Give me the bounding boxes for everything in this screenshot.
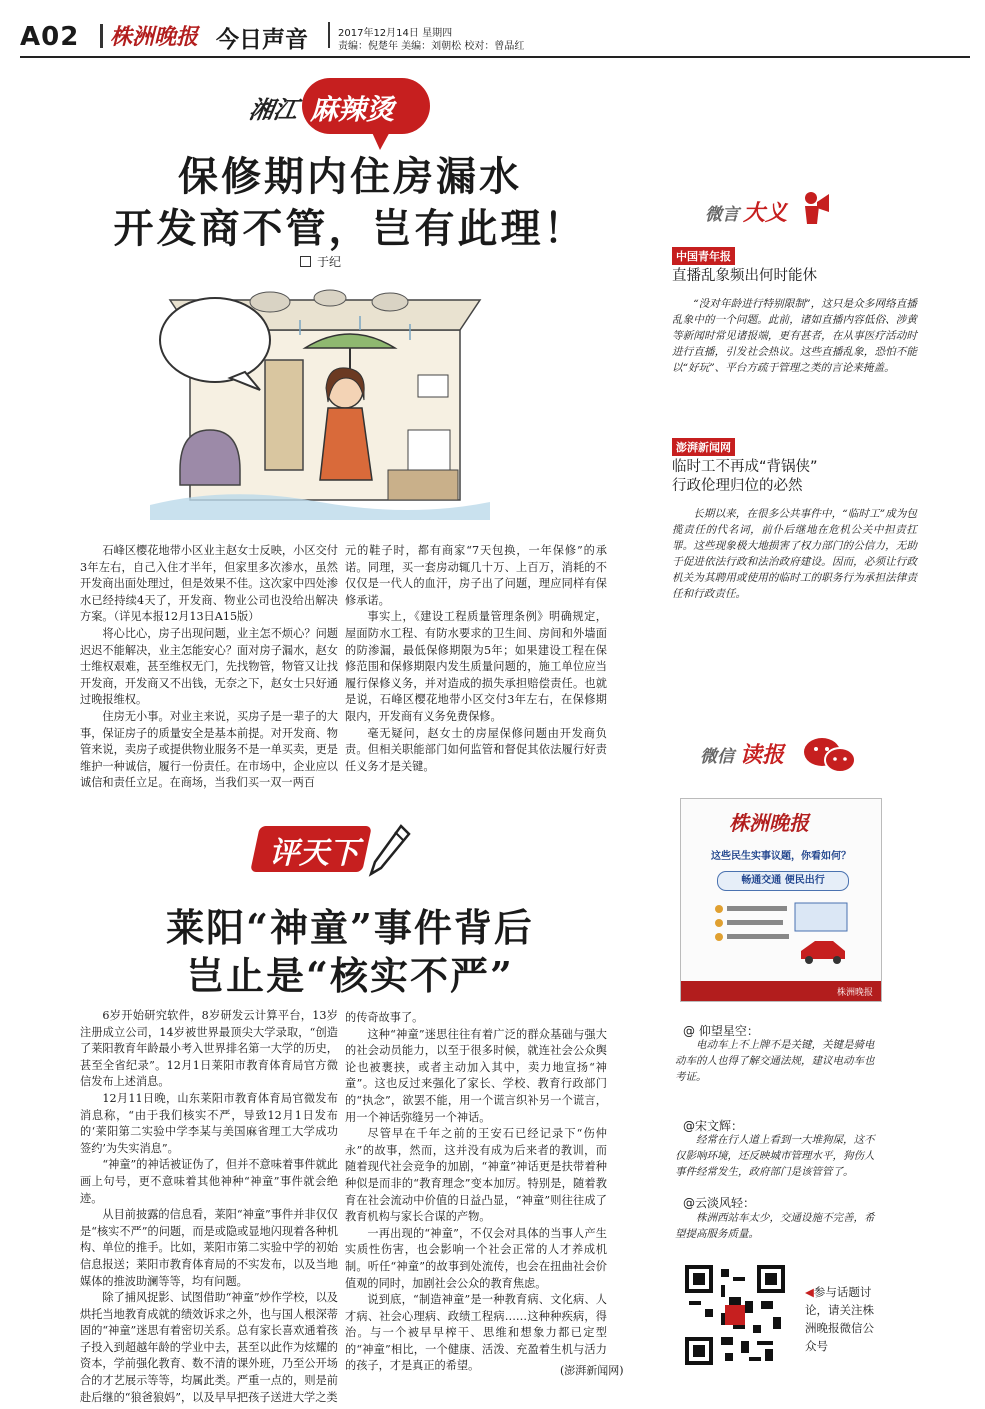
article1-column1 <box>80 543 338 792</box>
header-rule <box>20 56 970 58</box>
sidebar-paragraph: 长期以来，在很多公共事件中，“临时工”成为包揽责任的代名词，前仆后继地在危机公关中担责扛罪。这些现象极大地损害了权力部门的公信力，无助于促进依法行政和法治政府建设。因而，必须让行政机关为其聘用或使用的临时工的职务行为承担法律责任和行政责任。 <box>672 508 917 600</box>
article2-paragraph: 一再出现的“神童”，不仅会对具体的当事人产生实质性伤害，也会影响一个社会正常的人才养成机制。听任“神童”的故事到处流传，也会在扭曲社会价值观的同时，加剧社会公众的教育焦虑。 <box>345 1226 607 1290</box>
qr-caption-text: 参与话题讨论，请关注株洲晚报微信公众号 <box>805 1285 874 1353</box>
comment-text: 经常在行人道上看到一大堆狗屎，这不仅影响环境，还反映城市管理水平，狗伤人事件经常发生，政府部门是该管管了。 <box>675 1134 875 1178</box>
byline-square-icon <box>300 256 311 267</box>
screenshot-question: 这些民生实事议题，你看如何？ <box>711 851 851 862</box>
article1-column2 <box>345 543 607 775</box>
qr-caption <box>805 1283 885 1355</box>
wechat-screenshot <box>680 798 882 1002</box>
column-logo-main: 大义 <box>743 201 788 226</box>
sidebar-paragraph: “没对年龄进行特别限制”，这只是众多网络直播乱象中的一个问题。此前，诸如直播内容低俗、涉黄等新闻时常见诸报端，更有甚者，在从事医疗活动时进行直播，引发社会热议。这些直播乱象，恐怕不能以“好玩”、平台方疏于管理之类的言论来掩盖。 <box>672 298 917 374</box>
column-logo-prefix: 微信 <box>700 747 734 767</box>
article1-paragraph: 事实上，《建设工程质量管理条例》明确规定，屋面防水工程、有防水要求的卫生间、房间和外墙面的防渗漏，最低保修期限为5年；如果建设工程在保修范围和保修期限内发生质量问题的，施工单位应当履行保修义务，并对造成的损失承担赔偿责任。也就是说，石峰区樱花地带小区交付3年左右，在保修期限内，开发商有义务免费保修。 <box>345 610 607 723</box>
newspaper-logo: 株洲晚报 <box>110 24 199 50</box>
article2-paragraph: 12月11日晚，山东莱阳市教育体育局官微发布消息称，“由于我们核实不严，导致12月1日发布的‘莱阳第二实验中学李某与美国麻省理工大学成功签约’为失实消息”。 <box>80 1091 338 1155</box>
article2-column1 <box>80 1008 338 1406</box>
column-logo-xiangjiang <box>247 78 440 134</box>
sidebar-item-title: 临时工不再成“背锅侠” <box>672 459 818 475</box>
screenshot-infographic <box>711 899 851 969</box>
article2-paragraph: 的传奇故事了。 <box>345 1011 424 1024</box>
article2-headline-line1: 莱阳“神童”事件背后 <box>166 905 534 950</box>
sidebar-item-title: 直播乱象频出何时能休 <box>672 268 817 284</box>
sidebar-item-text <box>672 506 917 602</box>
column-logo-weixindubao <box>700 730 870 780</box>
page-number: A02 <box>20 22 80 52</box>
comment-text: 电动车上不上牌不是关键，关键是骑电动车的人也得了解交通法规，建议电动车也考证。 <box>675 1039 875 1083</box>
byline-author: 于纪 <box>317 255 342 269</box>
wechat-icon <box>800 734 860 776</box>
article2-paragraph: 尽管早在千年之前的王安石已经记录下“伤仲永”的故事，然而，这并没有成为后来者的教训，而随着现代社会竞争的加剧，“神童”神话更是扶带着种种似是而非的“教育理念”变本加厉。特别是，随着教育在社会流动中价值的日益凸显，“神童”则往往成了教育机构与家长合谋的产物。 <box>345 1127 607 1224</box>
article2-column2 <box>345 1010 607 1375</box>
article2-paragraph: 6岁开始研究软件，8岁研发云计算平台，13岁注册成立公司，14岁被世界最顶尖大学录取，“创造了莱阳教育年龄最小考入世界排名第一大学的历史，甚至全省纪录”。12月1日莱阳市教育体育局官方微信发布上述消息。 <box>80 1009 338 1089</box>
article2-paragraph: 除了捕风捉影、试图借助“神童”炒作学校，以及烘托当地教育成就的绩效诉求之外，也与国人根深蒂固的“神童”迷思有着密切关系。总有家长喜欢通着孩子投入到超越年龄的学业中去，甚至以此作为炫耀的资本，学前强化教育、数不清的课外班，乃至公开场合的才艺展示等等，均属此类。严重一点的，则是前赴后继的“狼爸狼妈”，以及早早把孩子送进大学之类 <box>80 1291 338 1404</box>
comment-author: @云淡风轻： <box>683 1196 756 1210</box>
screenshot-footer-label: 株洲晚报 <box>836 988 873 998</box>
section-title: 今日声音 <box>216 27 308 53</box>
masthead-divider <box>328 22 330 48</box>
article1-paragraph: 毫无疑问，赵女士的房屋保修问题由开发商负责。但相关职能部门如何监管和督促其依法履行好责任义务才是关键。 <box>345 726 607 773</box>
megaphone-person-icon <box>801 190 831 226</box>
article2-source: (澎湃新闻网) <box>560 1364 624 1377</box>
article1-paragraph: 石峰区樱花地带小区业主赵女士反映，小区交付3年左右，自己入住才半年，但家里多次渗水，虽然开发商出面处理过，但是效果不佳。这次家中四处渗水已经持续4天了，开发商、物业公司也没给出解决方案。（详见本报12月13日A15版） <box>80 544 338 624</box>
article2-headline-line2: 岂止是“核实不严” <box>186 953 514 998</box>
article2-paragraph: 从目前披露的信息看，莱阳“神童”事件并非仅仅是“核实不严”的问题，而是或隐或显地闪现着各种机构、单位的推手。比如，莱阳市第二实验中学的初始信息报送；莱阳市教育体育局的不实发布，以及当地媒体的推波助澜等等，均有问题。 <box>80 1208 338 1288</box>
article1-byline <box>300 253 341 270</box>
source-tag: 澎湃新闻网 <box>672 438 735 456</box>
article2-paragraph: 说到底，“制造神童”是一种教育病、文化病、人才病、社会心理病、政绩工程病……这种种疾病，得治。与一个被早早榨干、思维和想象力都已定型的“神童”相比，一个健康、活泼、充盈着生机与活力的孩子，才是真正的希望。 <box>345 1293 607 1373</box>
article1-paragraph: 将心比心，房子出现问题，业主怎不烦心？问题迟迟不能解决，业主怎能安心？面对房子漏水，赵女士维权艰难，甚至维权无门，先找物管，物管又让找开发商，开发商又不出钱，无奈之下，赵女士只好通过晚报维权。 <box>80 626 338 707</box>
arrow-left-icon: ◀ <box>805 1285 814 1299</box>
article1-paragraph: 住房无小事。对业主来说，买房子是一辈子的大事，保证房子的质量安全是基本前提。对开发商、物管来说，卖房子或提供物业服务不是一单买卖，更是维护一种诚信，履行一份责任。在市场中，企业应以诚信和责任立足。在商场，当我们买一双一两百 <box>80 709 338 790</box>
article2-paragraph: “神童”的神话被证伪了，但并不意味着事件就此画上句号，更不意味着其他神种“神童”事件就会绝迹。 <box>80 1158 338 1205</box>
editor-credits: 责编：倪楚年 美编：刘朝松 校对：曾晶红 <box>338 41 525 52</box>
sidebar-item-title: 行政伦理归位的必然 <box>672 478 803 494</box>
column-logo-prefix: 湘江 <box>247 96 301 124</box>
cartoon-illustration <box>150 280 490 520</box>
comment-author: @ 仰望星空： <box>683 1024 759 1038</box>
issue-date: 2017年12月14日 星期四 <box>338 28 453 39</box>
article1-headline-line1: 保修期内住房漏水 <box>178 153 522 200</box>
article2-paragraph: 这种“神童”迷思往往有着广泛的群众基础与强大的社会动员能力，以至于很多时候，就连社会公众舆论也被裹挟，或者主动加入其中，卖力地宣扬“神童”。这也反过来强化了家长、学校、教育行政部门的“执念”，欲罢不能，用一个谎言织补另一个谎言，用一个神话弥缝另一个神话。 <box>345 1027 607 1124</box>
column-logo-main: 评天下 <box>269 836 359 871</box>
source-tag: 中国青年报 <box>672 247 735 265</box>
article1-paragraph: 元的鞋子时，都有商家“7天包换，一年保修”的承诺。同理，买一套房动辄几十万、上百万，消耗的不仅仅是一代人的血汗，房子出了问题，理应同样有保修承诺。 <box>345 544 607 607</box>
comment-author: @宋文辉： <box>683 1119 744 1133</box>
column-logo-main: 麻辣烫 <box>310 93 395 126</box>
article1-headline-line2: 开发商不管，岂有此理！ <box>113 205 587 252</box>
qr-code-icon[interactable] <box>685 1265 785 1365</box>
comment-text: 株洲西站车太少，交通设施不完善，希望提高服务质量。 <box>675 1212 875 1240</box>
column-logo-pingtianxia <box>255 820 415 880</box>
screenshot-topic-pill: 畅通交通 便民出行 <box>717 871 849 891</box>
screenshot-footer <box>681 981 881 1001</box>
column-logo-main: 读报 <box>740 743 785 768</box>
column-logo-prefix: 微言 <box>705 205 739 225</box>
pencil-icon <box>367 822 413 878</box>
sidebar-item-text <box>672 296 917 376</box>
screenshot-paper-logo: 株洲晚报 <box>729 811 809 835</box>
column-logo-weiyandayi <box>705 190 855 234</box>
masthead-divider <box>100 24 103 48</box>
